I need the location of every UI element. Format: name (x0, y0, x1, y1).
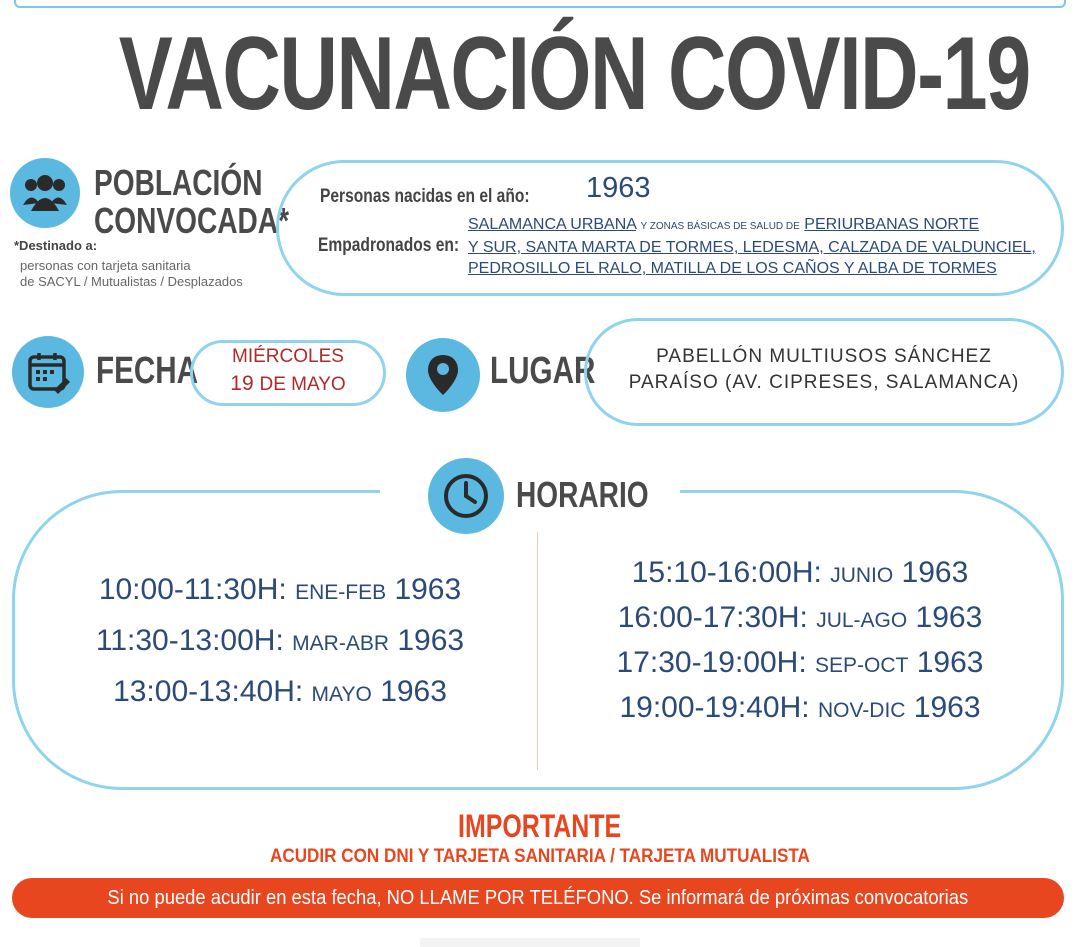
schedule-left-column (60, 566, 500, 719)
schedule-right-column (580, 552, 1020, 732)
population-note-line2: de SACYL / Mutualistas / Desplazados (20, 274, 243, 289)
date-value: 19 DE MAYO (230, 372, 346, 395)
born-year: 1963 (586, 172, 651, 204)
important-title-wrap (0, 808, 1080, 845)
important-subtitle: ACUDIR CON DNI Y TARJETA SANITARIA / TARJETA MUTUALISTA (270, 846, 810, 867)
schedule-slot: 19:00-19:40H: NOV-DIC 1963 (619, 691, 981, 724)
date-day: MIÉRCOLES (232, 346, 344, 367)
clock-icon (428, 458, 504, 534)
warning-banner-text: Si no puede acudir en esta fecha, NO LLAME POR TELÉFONO. Se informará de próximas convocatorias (107, 886, 969, 909)
schedule-slot: 16:00-17:30H: JUL-AGO 1963 (617, 601, 983, 634)
people-icon (10, 158, 80, 228)
warning-banner (12, 878, 1064, 918)
population-note-line1: personas con tarjeta sanitaria (20, 258, 191, 273)
schedule-label: HORARIO (516, 474, 649, 515)
schedule-slot: 17:30-19:00H: SEP-OCT 1963 (616, 646, 984, 679)
registered-label: Empadronados en: (318, 235, 460, 256)
bottom-partial-element (420, 938, 640, 947)
calendar-icon (12, 336, 84, 408)
born-label: Personas nacidas en el año: (320, 186, 530, 207)
population-note-title: *Destinado a: (14, 238, 98, 253)
top-frame-line (14, 0, 1066, 8)
date-label: FECHA (96, 350, 199, 392)
important-title: IMPORTANTE (458, 808, 622, 844)
schedule-slot: 11:30-13:00H: MAR-ABR 1963 (95, 624, 465, 657)
schedule-divider (537, 532, 538, 770)
registered-areas: SALAMANCA URBANA Y ZONAS BÁSICAS DE SALUD DE PERIURBANAS NORTE Y SUR, SANTA MARTA DE TORMES, LEDESMA, CALZADA DE VALDUNCIEL, PEDROSILLO EL RALO, MATILLA DE LOS CAÑOS Y ALBA DE TORMES (468, 216, 1036, 277)
schedule-slot: 10:00-11:30H: ENE-FEB 1963 (98, 573, 462, 606)
place-address: PABELLÓN MULTIUSOS SÁNCHEZ PARAÍSO (AV. CIPRESES, SALAMANCA) (628, 346, 1020, 393)
population-label: POBLACIÓN CONVOCADA* (94, 162, 290, 241)
schedule-slot: 15:10-16:00H: JUNIO 1963 (631, 556, 969, 589)
location-pin-icon (406, 338, 480, 412)
page-title: VACUNACIÓN COVID-19 (118, 16, 1030, 132)
important-subtitle-wrap (0, 846, 1080, 868)
place-label: LUGAR (490, 350, 596, 392)
schedule-slot: 13:00-13:40H: MAYO 1963 (113, 675, 447, 708)
